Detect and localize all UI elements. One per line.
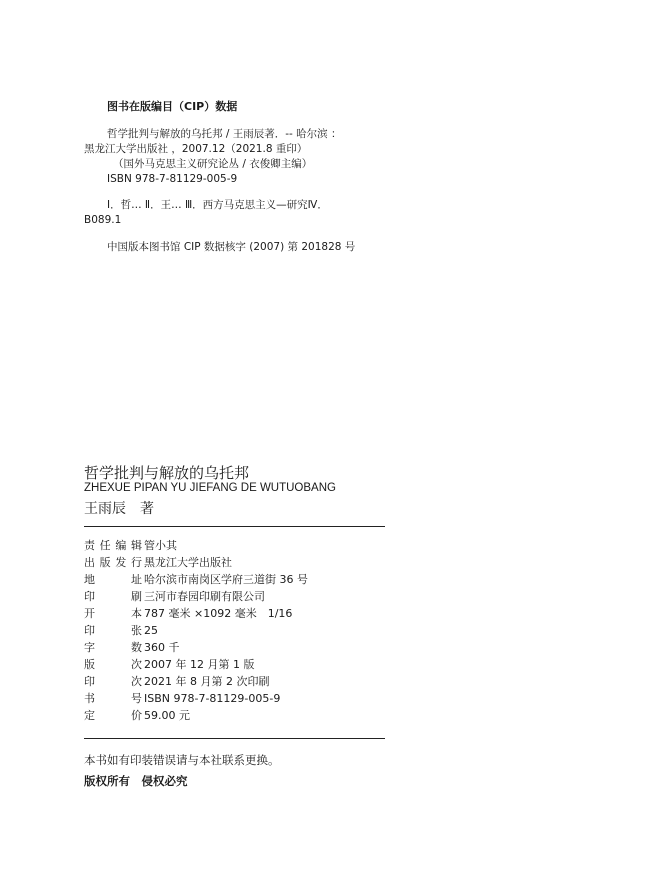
info-value: 25	[144, 624, 158, 637]
info-label: 定价	[84, 709, 142, 722]
info-label: 地址	[84, 573, 142, 586]
info-row	[84, 537, 177, 554]
cip-entry-line: 哲学批判与解放的乌托邦 / 王雨辰著．-- 哈尔滨 ：	[107, 128, 342, 140]
info-value: 黑龙江大学出版社	[144, 556, 232, 569]
book-pinyin-title: ZHEXUE PIPAN YU JIEFANG DE WUTUOBANG	[84, 482, 336, 494]
cip-record-number: 中国版本图书馆 CIP 数据核字 (2007) 第 201828 号	[107, 241, 356, 253]
info-label: 出版发行	[84, 556, 142, 569]
info-value: ISBN 978-7-81129-005-9	[144, 692, 281, 705]
info-row	[84, 690, 280, 707]
info-row	[84, 707, 190, 724]
info-label: 印次	[84, 675, 142, 688]
info-label: 字数	[84, 641, 142, 654]
cip-subject-line: Ⅰ．哲… Ⅱ．王… Ⅲ．西方马克思主义—研究Ⅳ．	[107, 199, 328, 211]
cip-entry-line: 黑龙江大学出版社 ，2007.12（2021.8 重印）	[84, 143, 308, 155]
info-row	[84, 639, 180, 656]
info-row	[84, 656, 254, 673]
info-row	[84, 571, 308, 588]
info-label: 责任编辑	[84, 539, 142, 552]
copyright-notice: 版权所有 侵权必究	[84, 774, 188, 788]
info-label: 书号	[84, 692, 142, 705]
cip-series-line: （国外马克思主义研究论丛 / 衣俊卿主编）	[113, 158, 313, 170]
book-author: 王雨辰 著	[84, 501, 154, 517]
divider-bottom	[84, 738, 385, 739]
book-title: 哲学批判与解放的乌托邦	[84, 464, 250, 482]
cip-isbn: ISBN 978-7-81129-005-9	[107, 173, 238, 185]
info-row	[84, 673, 269, 690]
info-value: 三河市春园印刷有限公司	[144, 590, 265, 603]
info-label: 印刷	[84, 590, 142, 603]
info-value: 787 毫米 ×1092 毫米 1/16	[144, 607, 293, 620]
info-label: 开本	[84, 607, 142, 620]
info-value: 59.00 元	[144, 709, 190, 722]
info-label: 版次	[84, 658, 142, 671]
info-row	[84, 554, 232, 571]
cip-classification: B089.1	[84, 214, 122, 226]
info-value: 2007 年 12 月第 1 版	[144, 658, 255, 671]
info-label: 印张	[84, 624, 142, 637]
info-value: 哈尔滨市南岗区学府三道街 36 号	[144, 573, 308, 586]
info-value: 360 千	[144, 641, 180, 654]
info-row	[84, 605, 292, 622]
info-row	[84, 622, 158, 639]
cip-title: 图书在版编目（CIP）数据	[107, 100, 238, 113]
info-value: 2021 年 8 月第 2 次印刷	[144, 675, 270, 688]
divider-top	[84, 526, 385, 527]
info-value: 管小其	[144, 539, 177, 552]
misprint-notice: 本书如有印装错误请与本社联系更换。	[84, 753, 280, 767]
info-row	[84, 588, 265, 605]
